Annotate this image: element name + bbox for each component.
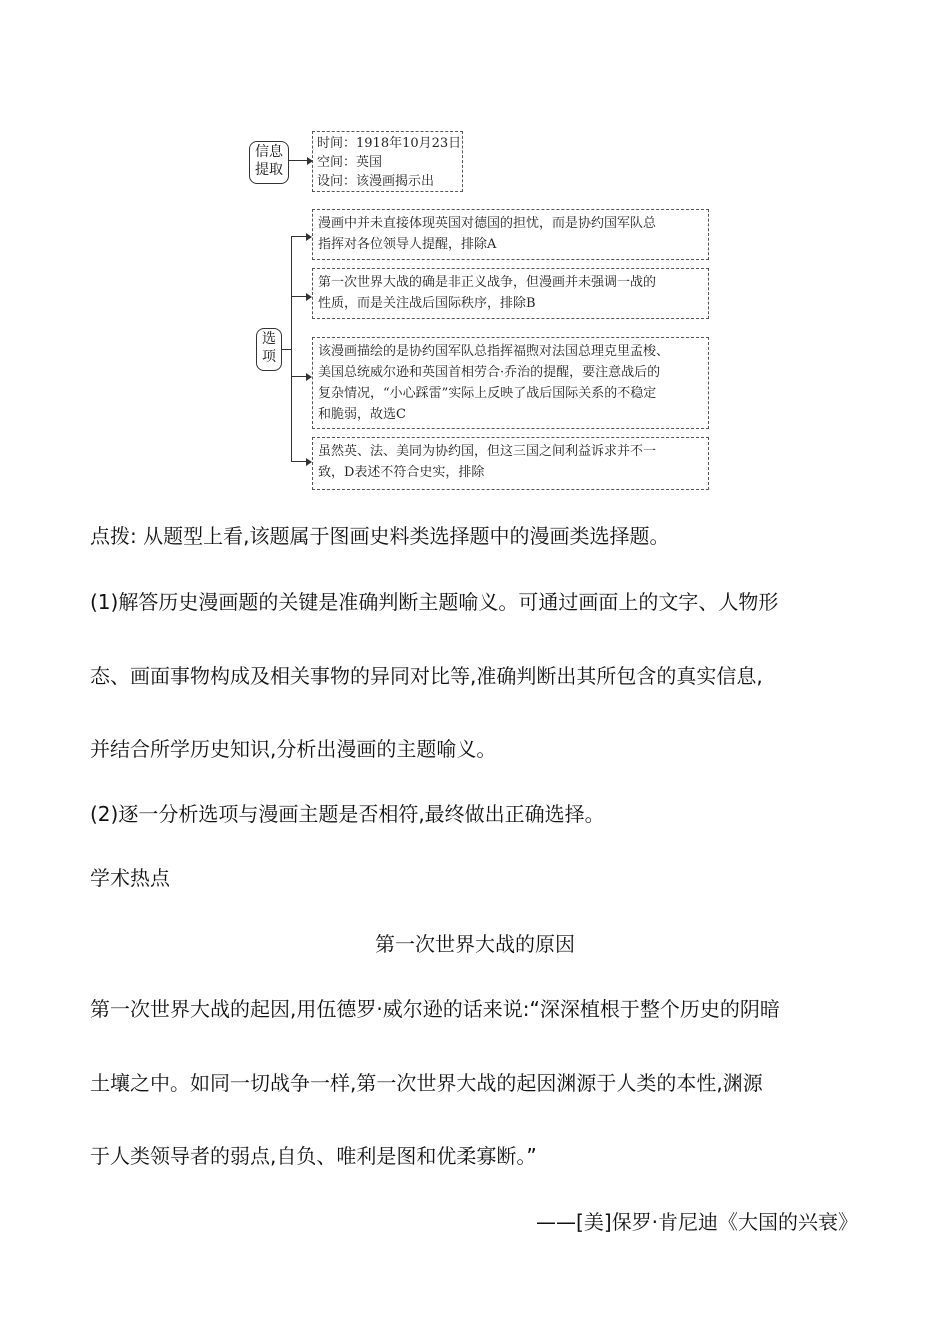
option-box-b xyxy=(312,268,709,319)
info-extract-tag xyxy=(249,141,289,184)
option-line: 指挥对各位领导人提醒，排除A xyxy=(318,237,497,252)
article-title: 第一次世界大战的原因 xyxy=(375,932,575,956)
option-line: 第一次世界大战的确是非正义战争，但漫画并未强调一战的 xyxy=(318,275,657,290)
option-line: 该漫画描绘的是协约国军队总指挥福煦对法国总理克里孟梭、 xyxy=(318,344,670,359)
info-box xyxy=(312,131,463,192)
paragraph-line: (2)逐一分析选项与漫画主题是否相符,最终做出正确选择。 xyxy=(90,802,605,826)
options-tag-line: 项 xyxy=(262,349,276,365)
info-line: 时间：1918年10月23日 xyxy=(317,136,462,151)
quote-line: 于人类领导者的弱点,自负、唯利是图和优柔寡断。” xyxy=(90,1144,537,1168)
option-line: 复杂情况，“小心踩雷”实际上反映了战后国际关系的不稳定 xyxy=(318,386,657,401)
option-box-c xyxy=(312,337,709,429)
options-tag xyxy=(256,328,282,371)
section-heading: 学术热点 xyxy=(90,866,170,890)
option-line: 性质，而是关注战后国际秩序，排除B xyxy=(318,296,536,311)
options-connector xyxy=(281,349,291,350)
paragraph-line: (1)解答历史漫画题的关键是准确判断主题喻义。可通过画面上的文字、人物形 xyxy=(90,590,779,614)
info-line: 空间：英国 xyxy=(317,155,383,170)
hint-paragraph: 点拨: 从题型上看,该题属于图画史料类选择题中的漫画类选择题。 xyxy=(90,524,670,548)
option-line: 美国总统威尔逊和英国首相劳合·乔治的提醒，要注意战后的 xyxy=(318,365,661,380)
analysis-diagram xyxy=(0,0,950,500)
quote-line: 第一次世界大战的起因,用伍德罗·威尔逊的话来说:“深深植根于整个历史的阴暗 xyxy=(90,997,780,1021)
options-tag-line: 选 xyxy=(262,331,276,347)
bracket-vertical xyxy=(291,236,292,461)
option-line: 和脆弱，故选C xyxy=(318,407,406,422)
info-line: 设问：该漫画揭示出 xyxy=(317,174,435,189)
paragraph-line: 态、画面事物构成及相关事物的异同对比等,准确判断出其所包含的真实信息, xyxy=(90,664,763,688)
info-tag-line: 信息 xyxy=(255,144,283,160)
paragraph-line: 并结合所学历史知识,分析出漫画的主题喻义。 xyxy=(90,737,497,761)
option-box-a xyxy=(312,209,709,260)
quote-line: 土壤之中。如同一切战争一样,第一次世界大战的起因渊源于人类的本性,渊源 xyxy=(90,1071,763,1095)
option-box-d xyxy=(312,437,709,490)
option-line: 致，D表述不符合史实，排除 xyxy=(318,465,485,480)
option-line: 漫画中并未直接体现英国对德国的担忧，而是协约国军队总 xyxy=(318,216,657,231)
option-line: 虽然英、法、美同为协约国，但这三国之间利益诉求并不一 xyxy=(318,444,657,459)
info-tag-line: 提取 xyxy=(255,162,283,178)
quote-source: ——[美]保罗·肯尼迪《大国的兴衰》 xyxy=(536,1210,858,1234)
